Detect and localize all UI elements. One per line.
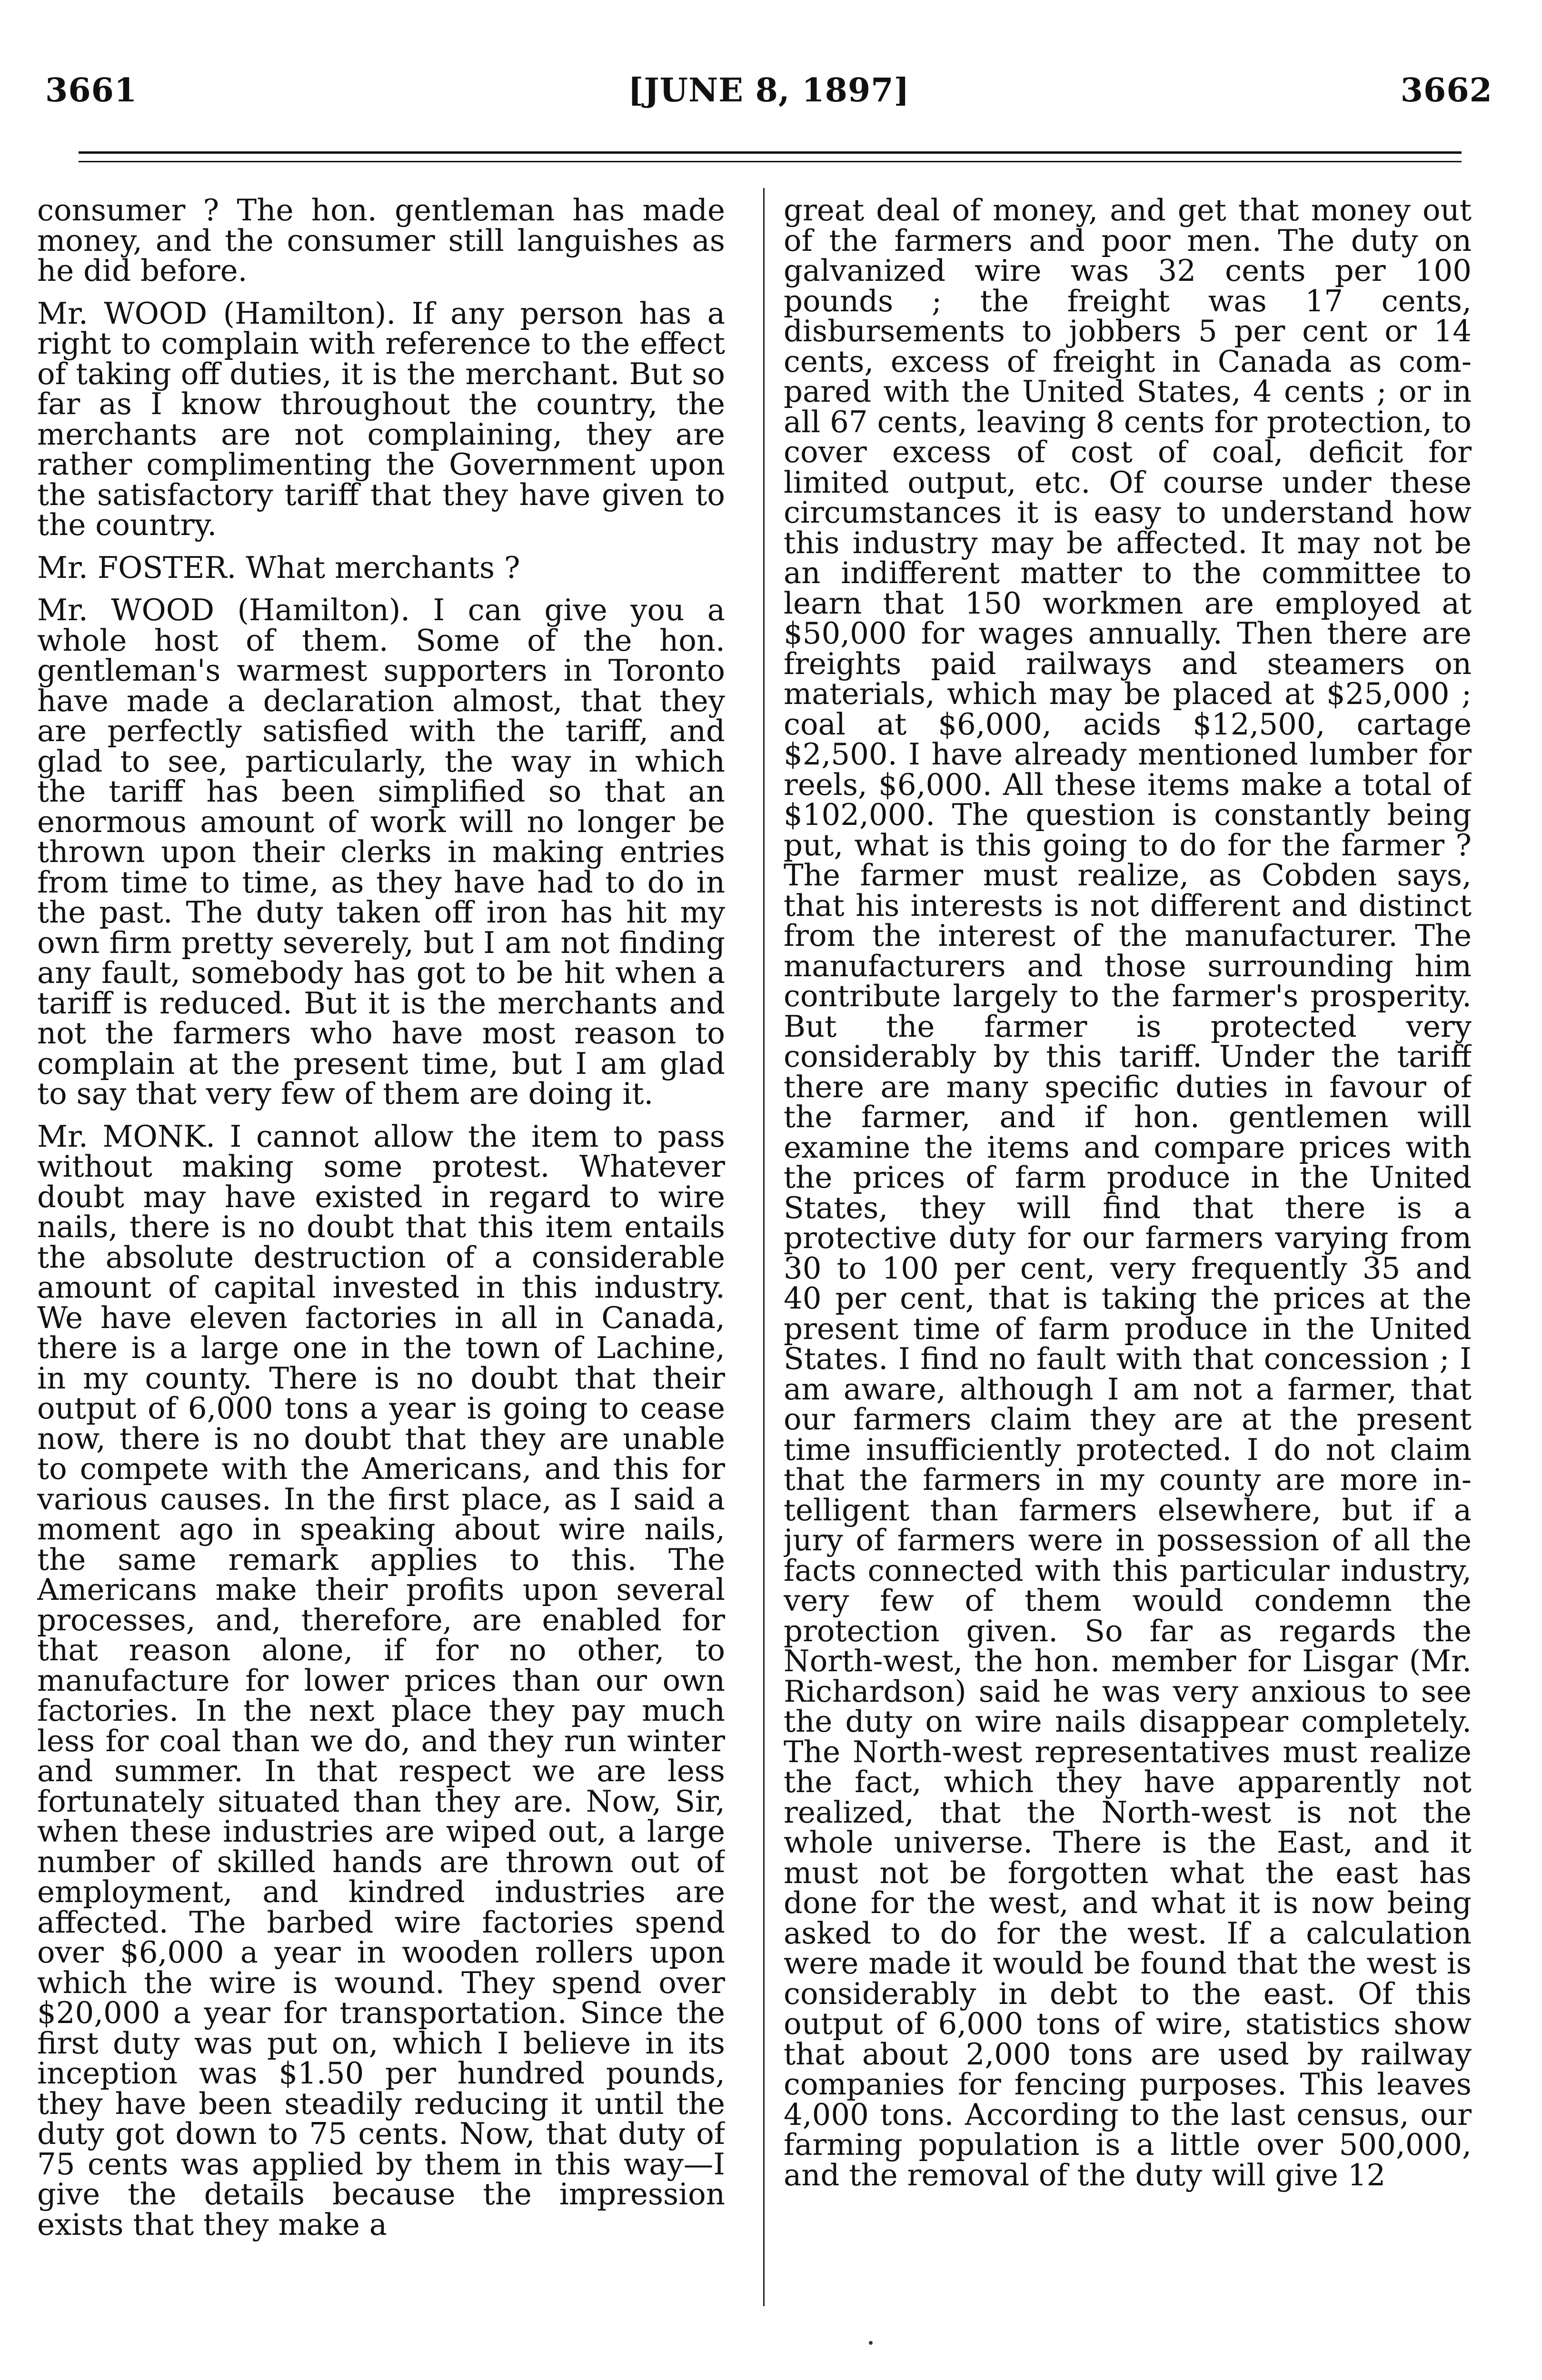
print-mark — [869, 2341, 873, 2345]
page-number-left: 3661 — [45, 71, 138, 109]
page-header — [45, 71, 1492, 124]
paragraph: Mr. WOOD (Hamilton). If any person has a right to complain with reference to the effect of taking off duties, it is the merchant. But so far as I know throughout the country, the merchants are not complaining, they are rather complimenting the Government upon the satisfactory tariff that they have given to the country. — [37, 296, 725, 542]
paragraph: great deal of money, and get that money out of the farmers and poor men. The duty on galvanized wire was 32 cents per 100 pounds ; the freight was 17 cents, disbursements to jobbers 5 per cent or 14 cents, excess of freight in Canada as compared with the United States, 4 cents ; or in all 67 cents, leaving 8 cents for protection, to cover excess of cost of coal, deficit for limited output, etc. Of course under these circumstances it is easy to understand how this industry may be affected. It may not be an indifferent matter to the committee to learn that 150 workmen are employed at $50,000 for wages annually. Then there are freights paid railways and steamers on materials, which may be placed at $25,000 ; coal at $6,000, acids $12,500, cartage $2,500. I have already mentioned lumber for reels, $6,000. All these items make a total of $102,000. The question is constantly being put, what is this going to do for the farmer ? The farmer must realize, as Cobden says, that his interests is not different and distinct from the interest of the manufacturer. The manufacturers and those surrounding him contribute largely to the farmer's prosperity. But the farmer is protected very considerably by this tariff. Under the tariff there are many specific duties in favour of the farmer, and if hon. gentlemen will examine the items and compare prices with the prices of farm produce in the United States, they will find that there is a protective duty for our farmers varying from 30 to 100 per cent, very frequently 35 and 40 per cent, that is taking the prices at the present time of farm produce in the United States. I find no fault with that concession ; I am aware, although I am not a farmer, that our farmers claim they are at the present time insufficiently protected. I do not claim that the farmers in my county are more intelligent than farmers elsewhere, but if a jury of farmers were in possession of all the facts connected with this particular industry, very few of them would condemn the protection given. So far as regards the North-west, the hon. member for Lisgar (Mr. Richardson) said he was very anxious to see the duty on wire nails disappear completely. The North-west representatives must realize the fact, which they have apparently not realized, that the North-west is not the whole universe. There is the East, and it must not be forgotten what the east has done for the west, and what it is now being asked to do for the west. If a calculation were made it would be found that the west is considerably in debt to the east. Of this output of 6,000 tons of wire, statistics show that about 2,000 tons are used by railway companies for fencing purposes. This leaves 4,000 tons. According to the last census, our farming population is a little over 500,000, and the removal of the duty will give 12 — [784, 195, 1472, 2192]
page-number-right: 3662 — [1400, 71, 1492, 109]
header-rule — [79, 151, 1462, 154]
left-column — [37, 195, 725, 2318]
paragraph: consumer ? The hon. gentleman has made money, and the consumer still languishes as he did before. — [37, 195, 725, 288]
page-date: [JUNE 8, 1897] — [628, 71, 910, 109]
paragraph: Mr. FOSTER. What merchants ? — [37, 550, 520, 585]
column-divider — [763, 188, 765, 2306]
paragraph: Mr. WOOD (Hamilton). I can give you a whole host of them. Some of the hon. gentleman's warmest supporters in Toronto have made a declaration almost, that they are perfectly satisfied with the tariff, and glad to see, particularly, the way in which the tariff has been simplified so that an enormous amount of work will no longer be thrown upon their clerks in making entries from time to time, as they have had to do in the past. The duty taken off iron has hit my own firm pretty severely, but I am not finding any fault, somebody has got to be hit when a tariff is reduced. But it is the merchants and not the farmers who have most reason to complain at the present time, but I am glad to say that very few of them are doing it. — [37, 593, 725, 1111]
right-column — [784, 195, 1472, 2318]
header-rule-secondary — [79, 161, 1462, 162]
paragraph: Mr. MONK. I cannot allow the item to pass without making some protest. Whatever doubt may have existed in regard to wire nails, there is no doubt that this item entails the absolute destruction of a considerable amount of capital invested in this industry. We have eleven factories in all in Canada, there is a large one in the town of Lachine, in my county. There is no doubt that their output of 6,000 tons a year is going to cease now, there is no doubt that they are unable to compete with the Americans, and this for various causes. In the first place, as I said a moment ago in speaking about wire nails, the same remark applies to this. The Americans make their profits upon several processes, and, therefore, are enabled for that reason alone, if for no other, to manufacture for lower prices than our own factories. In the next place they pay much less for coal than we do, and they run winter and summer. In that respect we are less fortunately situated than they are. Now, Sir, when these industries are wiped out, a large number of skilled hands are thrown out of employment, and kindred industries are affected. The barbed wire factories spend over $6,000 a year in wooden rollers upon which the wire is wound. They spend over $20,000 a year for transportation. Since the first duty was put on, which I believe in its inception was $1.50 per hundred pounds, they have been steadily reducing it until the duty got down to 75 cents. Now, that duty of 75 cents was applied by them in this way—I give the details because the impression exists that they make a — [37, 1119, 725, 2242]
